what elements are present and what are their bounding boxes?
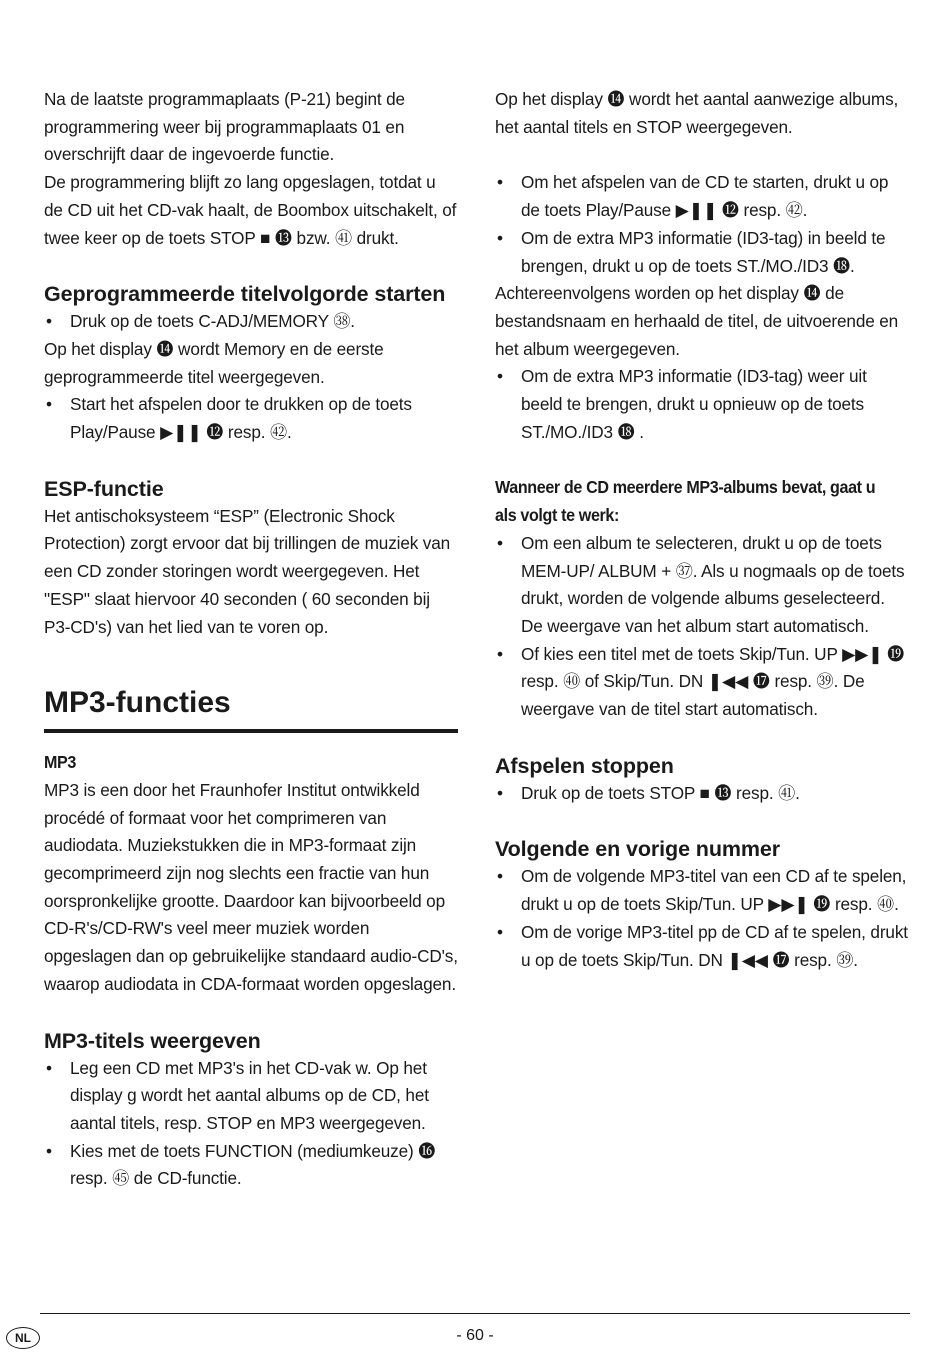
list-item: • Druk op de toets STOP ■ ⓭ resp. ㊶. — [495, 780, 909, 808]
multi-album-list — [495, 530, 909, 724]
heading-multi-album: Wanneer de CD meerdere MP3-albums bevat, gaat u als volgt te werk: — [495, 477, 876, 526]
list-item: • Om de extra MP3 informatie (ID3-tag) weer uit beeld te brengen, drukt u opnieuw op de toets ST./MO./ID3 ⓲ . — [495, 363, 909, 446]
right-list-2 — [495, 363, 909, 446]
list-item: • Of kies een titel met de toets Skip/Tun. UP ▶▶❚ ⓳ resp. ㊵ of Skip/Tun. DN ❚◀◀ ⓱ resp. ㊴. De weergave van de titel start automatisch. — [495, 641, 909, 724]
stop-list — [495, 780, 909, 808]
right-intro-paragraph: Op het display ⓮ wordt het aantal aanwezige albums, het aantal titels en STOP weergegeven. — [495, 89, 899, 137]
language-badge: NL — [6, 1327, 40, 1349]
heading-programmed-order: Geprogrammeerde titelvolgorde starten — [44, 282, 446, 307]
heading-mp3-titles: MP3-titels weergeven — [44, 1028, 261, 1053]
list-item: • Om een album te selecteren, drukt u op de toets MEM-UP/ ALBUM + ㊲. Als u nogmaals op de toets drukt, worden de volgende albums geselecteerd. De weergave van het album start automatisch. — [495, 530, 909, 641]
right-paragraph-2: Achtereenvolgens worden op het display ⓮ de bestandsnaam en herhaald de titel, de uitvoerende en het album weergegeven. — [495, 283, 899, 359]
prog-list-2 — [44, 391, 458, 446]
prog-list-1 — [44, 308, 458, 336]
list-item: • Start het afspelen door te drukken op de toets Play/Pause ▶❚❚ ⓬ resp. ㊷. — [44, 391, 458, 446]
left-column — [44, 86, 458, 1193]
intro-paragraph-1: Na de laatste programmaplaats (P-21) begint de programmering weer bij programmaplaats 01 en overschrijft daar de ingevoerde functie. — [44, 89, 405, 165]
esp-paragraph: Het antischoksysteem “ESP” (Electronic Shock Protection) zorgt ervoor dat bij trillingen de muziek van een CD zonder storingen wordt weergegeven. Het "ESP" slaat hiervoor 40 seconden ( 60 seconden bij P3-CD's) van het lied van te voren op. — [44, 505, 451, 637]
intro-paragraph-2: De programmering blijft zo lang opgeslagen, totdat u de CD uit het CD-vak haalt, de Boombox uitschakelt, of twee keer op de toets STOP ■ ⓭ bzw. ㊶ drukt. — [44, 172, 457, 248]
heading-next-previous: Volgende en vorige nummer — [495, 837, 781, 862]
heading-stop-playback: Afspelen stoppen — [495, 753, 674, 778]
footer-divider — [40, 1313, 910, 1314]
prog-paragraph: Op het display ⓮ wordt Memory en de eerste geprogrammeerde titel weergegeven. — [44, 338, 384, 387]
right-list-1 — [495, 169, 909, 280]
chapter-title: MP3-functies — [44, 683, 458, 733]
page-number: - 60 - — [456, 1327, 494, 1344]
right-column — [495, 86, 909, 974]
list-item: • Om de extra MP3 informatie (ID3-tag) in beeld te brengen, drukt u op de toets ST./MO./ID3 ⓲. — [495, 225, 909, 280]
list-item: • Kies met de toets FUNCTION (mediumkeuze) ⓰ resp. ㊺ de CD-functie. — [44, 1138, 458, 1193]
next-list — [495, 863, 909, 974]
heading-mp3: MP3 — [44, 752, 77, 773]
list-item: • Om de vorige MP3-titel pp de CD af te spelen, drukt u op de toets Skip/Tun. DN ❚◀◀ ⓱ resp. ㊴. — [495, 919, 909, 974]
mp3-paragraph: MP3 is een door het Fraunhofer Institut ontwikkeld procédé of formaat voor het comprimeren van audiodata. Muziekstukken die in MP3-formaat zijn gecomprimeerd zijn nog slechts een fractie van hun oorspronkelijke grootte. Daardoor kan bijvoorbeeld op CD-R's/CD-RW's veel meer muziek worden opgeslagen dan op gebruikelijke standaard audio-CD's, waarop audiodata in CDA-formaat worden opgeslagen. — [44, 779, 458, 994]
list-item: • Om de volgende MP3-titel van een CD af te spelen, drukt u op de toets Skip/Tun. UP ▶▶❚ ⓳ resp. ㊵. — [495, 863, 909, 918]
list-item: • Druk op de toets C-ADJ/MEMORY ㊳. — [44, 308, 458, 336]
heading-esp: ESP-functie — [44, 476, 164, 501]
list-item: • Om het afspelen van de CD te starten, drukt u op de toets Play/Pause ▶❚❚ ⓬ resp. ㊷. — [495, 169, 909, 224]
titles-list — [44, 1055, 458, 1194]
list-item: • Leg een CD met MP3's in het CD-vak w. Op het display g wordt het aantal albums op de CD, het aantal titels, resp. STOP en MP3 weergegeven. — [44, 1055, 458, 1138]
